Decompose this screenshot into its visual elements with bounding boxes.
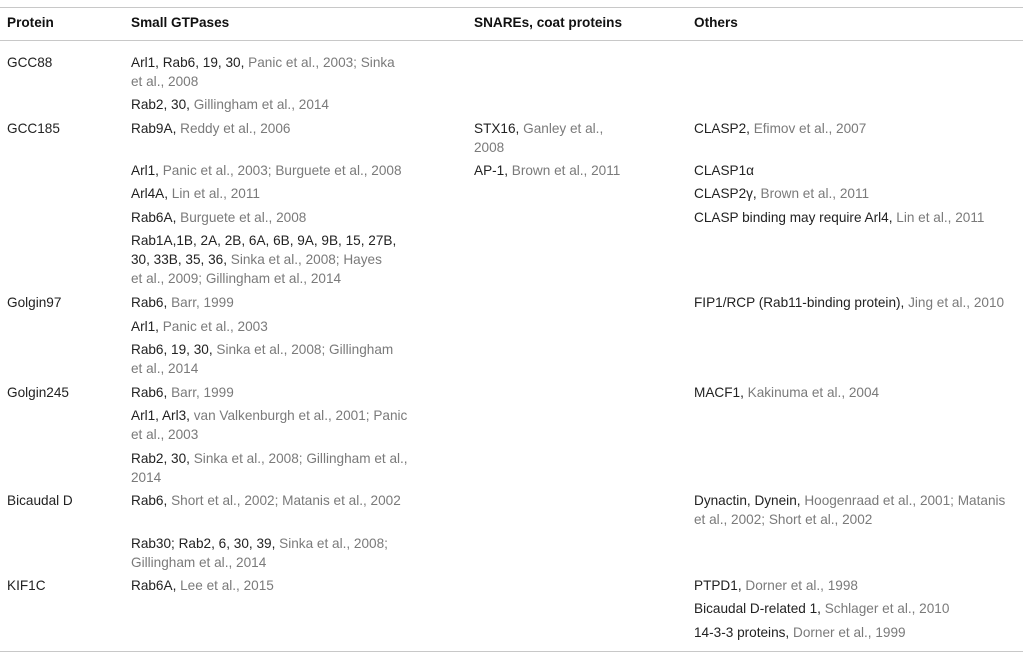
table-cell-line: Gillingham et al., 2014 <box>131 555 267 570</box>
header-rule <box>0 40 1023 41</box>
table-cell-line: Rab9A, Reddy et al., 2006 <box>131 121 291 136</box>
header-others: Others <box>694 15 738 30</box>
table-cell-line: CLASP2γ, Brown et al., 2011 <box>694 186 870 201</box>
protein-name: Bicaudal D <box>7 493 73 508</box>
header-protein: Protein <box>7 15 54 30</box>
table-cell-line: et al., 2009; Gillingham et al., 2014 <box>131 271 342 286</box>
table-cell-line: et al., 2008 <box>131 74 199 89</box>
table-cell-line: 30, 33B, 35, 36, Sinka et al., 2008; Hayes <box>131 252 382 267</box>
table-cell-line: CLASP2, Efimov et al., 2007 <box>694 121 867 136</box>
table-cell-line: Rab6, Short et al., 2002; Matanis et al., 2002 <box>131 493 401 508</box>
protein-name: Golgin245 <box>7 385 69 400</box>
table-cell-line: Arl1, Panic et al., 2003 <box>131 319 268 334</box>
table-cell-line: Rab6A, Lee et al., 2015 <box>131 578 274 593</box>
table-cell-line: et al., 2002; Short et al., 2002 <box>694 512 873 527</box>
header-snares-coat-proteins: SNAREs, coat proteins <box>474 15 623 30</box>
table-cell-line: Rab2, 30, Gillingham et al., 2014 <box>131 97 329 112</box>
protein-name: GCC88 <box>7 55 53 70</box>
table-cell-line: PTPD1, Dorner et al., 1998 <box>694 578 858 593</box>
table-cell-line: Rab30; Rab2, 6, 30, 39, Sinka et al., 2008; <box>131 536 388 551</box>
table-cell-line: 14-3-3 proteins, Dorner et al., 1999 <box>694 625 906 640</box>
protein-name: GCC185 <box>7 121 60 136</box>
table-cell-line: CLASP binding may require Arl4, Lin et al., 2011 <box>694 210 985 225</box>
table-cell-line: Rab6, Barr, 1999 <box>131 385 234 400</box>
table-cell-line: Rab6, 19, 30, Sinka et al., 2008; Gillingham <box>131 342 394 357</box>
header-small-gtpases: Small GTPases <box>131 15 230 30</box>
protein-name: Golgin97 <box>7 295 62 310</box>
table-cell-line: 2014 <box>131 470 162 485</box>
table-cell-line: et al., 2003 <box>131 427 199 442</box>
table-cell-line: Rab6, Barr, 1999 <box>131 295 234 310</box>
table-cell-line: Rab6A, Burguete et al., 2008 <box>131 210 307 225</box>
table-cell-line: CLASP1α <box>694 163 754 178</box>
table-cell-line: STX16, Ganley et al., <box>474 121 604 136</box>
table-cell-line: Arl1, Panic et al., 2003; Burguete et al., 2008 <box>131 163 402 178</box>
protein-name: KIF1C <box>7 578 46 593</box>
table-cell-line: Dynactin, Dynein, Hoogenraad et al., 2001; Matanis <box>694 493 1006 508</box>
table-top-rule <box>0 7 1023 8</box>
table-cell-line: Bicaudal D-related 1, Schlager et al., 2010 <box>694 601 950 616</box>
table-cell-line: MACF1, Kakinuma et al., 2004 <box>694 385 880 400</box>
table-cell-line: Arl1, Arl3, van Valkenburgh et al., 2001; Panic <box>131 408 408 423</box>
table-bottom-rule <box>0 651 1023 652</box>
table-cell-line: AP-1, Brown et al., 2011 <box>474 163 621 178</box>
table-cell-line: 2008 <box>474 140 505 155</box>
table-cell-line: Rab2, 30, Sinka et al., 2008; Gillingham et al., <box>131 451 408 466</box>
table-cell-line: Arl1, Rab6, 19, 30, Panic et al., 2003; Sinka <box>131 55 395 70</box>
table-cell-line: Arl4A, Lin et al., 2011 <box>131 186 260 201</box>
table-cell-line: et al., 2014 <box>131 361 199 376</box>
table-cell-line: FIP1/RCP (Rab11-binding protein), Jing et al., 2010 <box>694 295 1005 310</box>
table-cell-line: Rab1A,1B, 2A, 2B, 6A, 6B, 9A, 9B, 15, 27B, <box>131 233 397 248</box>
